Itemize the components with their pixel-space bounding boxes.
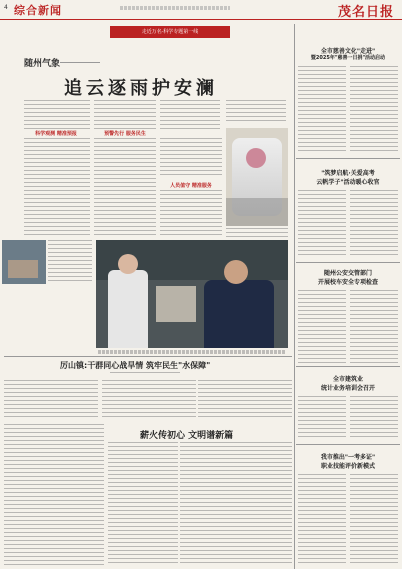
gaokao-col1 <box>298 190 346 258</box>
main-body-col1b <box>24 138 90 236</box>
inspection-photo <box>96 240 288 348</box>
stats-headline-1: 全市建筑业 <box>332 376 363 383</box>
main-body-col1a <box>24 100 90 130</box>
schoolbus-col1 <box>298 290 346 364</box>
schoolbus-col2 <box>350 290 398 364</box>
right-column-divider <box>294 24 295 569</box>
main-body-col4a <box>226 100 286 124</box>
story-2-col3 <box>198 380 292 420</box>
schoolbus-headline-2: 开展校车安全专项检查 <box>317 279 378 286</box>
charity-col1 <box>298 66 346 152</box>
story-2-rule <box>4 356 292 357</box>
charity-headline-2: 暨2025年"慈善一日捐"活动启动 <box>310 55 386 61</box>
side-photo <box>2 240 46 284</box>
main-headline: 追云逐雨护安澜 <box>64 78 218 99</box>
vocational-rule <box>296 444 400 445</box>
page-number: 4 <box>4 4 8 11</box>
vocational-col2 <box>350 474 398 566</box>
main-body-col2b <box>94 138 156 238</box>
story-3-col2 <box>180 442 292 566</box>
column-tag-rule <box>60 62 100 63</box>
masthead-date <box>120 6 230 10</box>
main-body-col3c <box>160 190 222 238</box>
side-caption <box>48 240 92 284</box>
subhead-2: 预警先行 服务民生 <box>104 131 146 137</box>
subhead-3: 人员值守 精准服务 <box>170 183 212 189</box>
story-3-col1 <box>108 442 178 566</box>
photo-1-caption <box>226 228 288 238</box>
feature-banner: 走近万名·科学专题第一线 <box>110 26 230 38</box>
gaokao-headline-2: 云帆学子"活动暖心收官 <box>316 179 380 186</box>
meteorologist-photo <box>226 128 288 226</box>
newspaper-logo: 茂名日报 <box>337 5 394 20</box>
main-body-col3a <box>160 100 220 130</box>
lower-left-article <box>4 424 104 566</box>
charity-headline-1: 全市慈善文化"走进" <box>320 48 376 55</box>
stats-rule <box>296 366 400 367</box>
story-2-col1 <box>4 380 98 420</box>
vocational-col1 <box>298 474 346 566</box>
story-2-col2 <box>102 380 196 420</box>
gaokao-col2 <box>350 190 398 258</box>
story-3-headline: 薪火传初心 文明谱新篇 <box>140 431 234 441</box>
section-title: 综合新闻 <box>14 4 62 17</box>
stats-headline-2: 统计业务培训会召开 <box>320 385 375 392</box>
schoolbus-rule <box>296 262 400 263</box>
stats-col1 <box>298 396 346 440</box>
gaokao-rule <box>296 158 400 159</box>
charity-col2 <box>350 66 398 152</box>
vocational-headline-2: 职业技能评价新模式 <box>320 463 375 470</box>
story-2-headline: 厉山镇:干群同心战旱情 筑牢民生"水保障" <box>60 361 211 370</box>
schoolbus-headline-1: 随州公安交管部门 <box>323 270 372 277</box>
gaokao-headline-1: "筑梦启航·关爱高考 <box>321 170 375 177</box>
column-tag: 随州气象 <box>24 59 61 69</box>
main-body-col2a <box>94 100 156 130</box>
story-2-byline <box>110 372 180 376</box>
subhead-1: 科学观测 精准预报 <box>35 131 77 137</box>
stats-col2 <box>350 396 398 440</box>
main-body-col3b <box>160 138 222 178</box>
vocational-headline-1: 我市推出"一考多证" <box>320 454 376 461</box>
